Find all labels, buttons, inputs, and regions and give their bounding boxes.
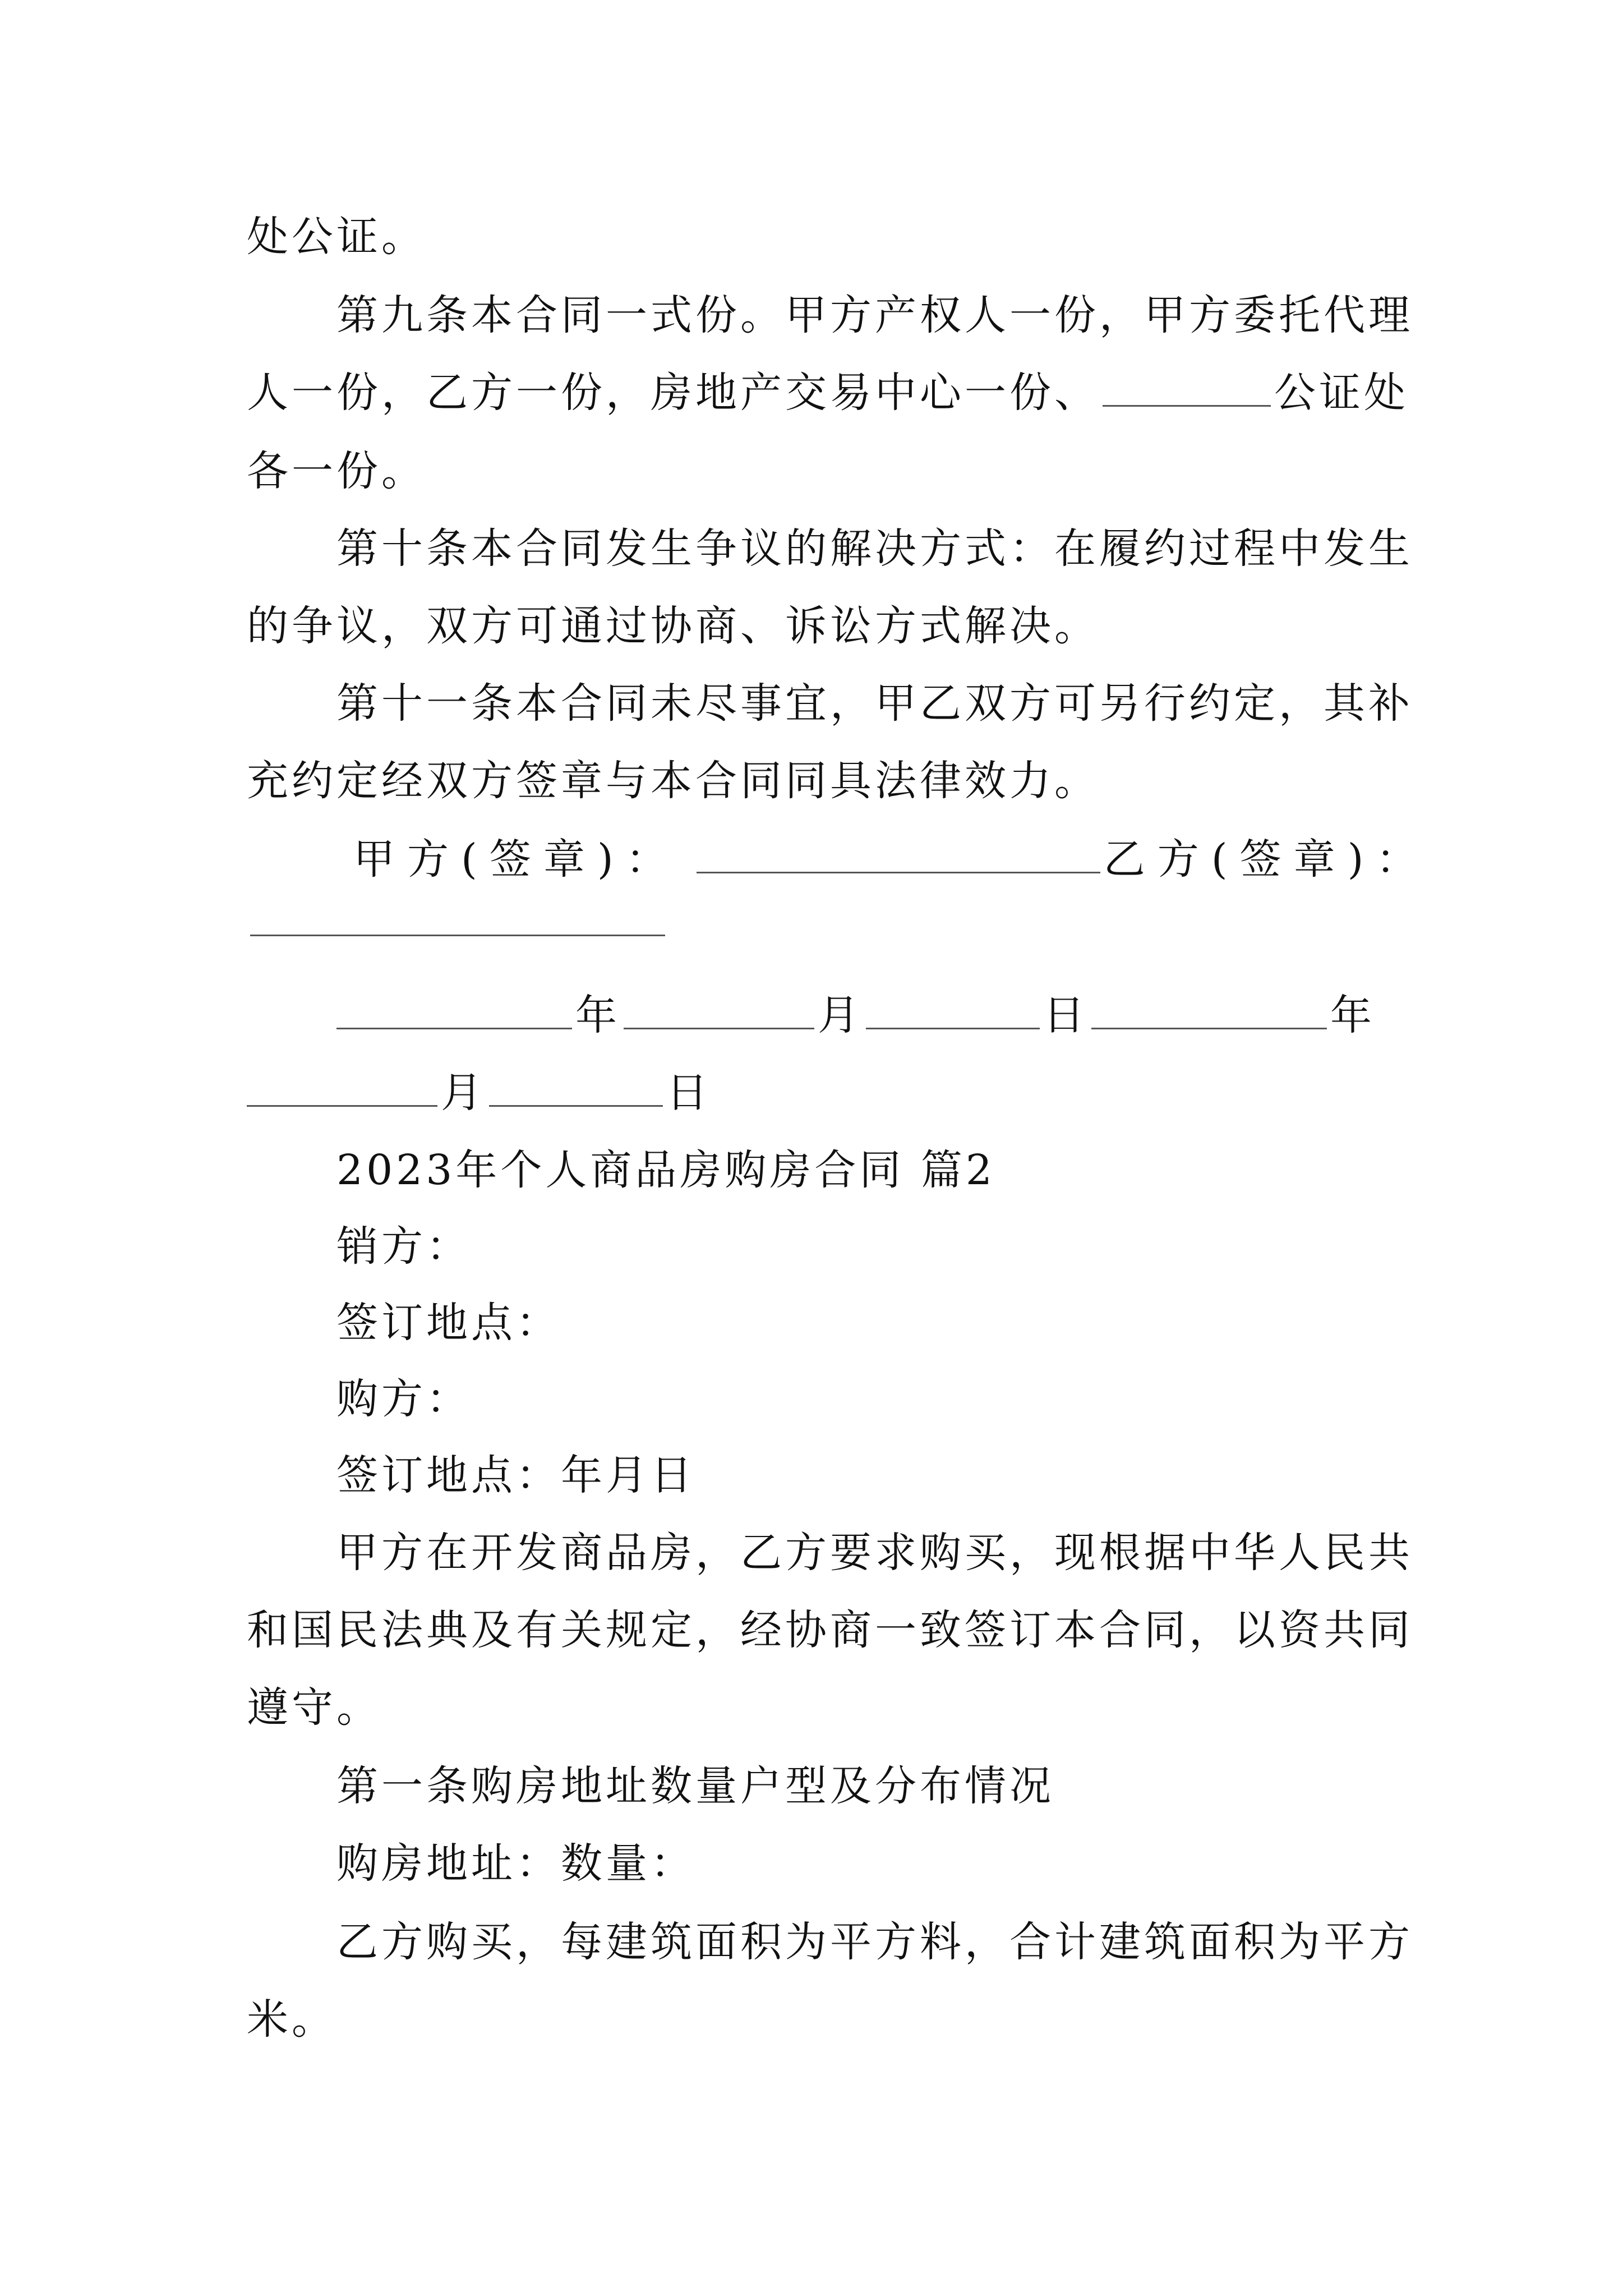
section-title: 2023年个人商品房购房合同 篇2 <box>336 1146 995 1194</box>
text-line: 的争议，双方可通过协商、诉讼方式解决。 <box>247 602 1099 650</box>
month-label: 月 <box>441 1069 486 1117</box>
year-field <box>1091 994 1327 1029</box>
buyer-label: 购方： <box>336 1375 471 1423</box>
text-line: 充约定经双方签章与本合同同具法律效力。 <box>247 757 1099 805</box>
area-paragraph: 乙方购买，每建筑面积为平方料，合计建筑面积为平方 <box>336 1918 1413 1966</box>
blank-field <box>1103 371 1271 407</box>
day-field <box>489 1071 663 1107</box>
party-a-signature-label: 甲方(签章)： <box>353 835 680 884</box>
signature-line <box>353 831 1497 887</box>
year-label: 年 <box>575 991 620 1039</box>
month-label: 月 <box>818 991 863 1039</box>
text-line: 米。 <box>247 1995 336 2044</box>
text-segment: 公证处 <box>1274 369 1409 417</box>
month-field <box>624 994 814 1029</box>
article-10: 第十条本合同发生争议的解决方式：在履约过程中发生 <box>336 524 1413 573</box>
article-1-heading: 第一条购房地址数量户型及分布情况 <box>336 1762 1054 1810</box>
day-label: 日 <box>1043 991 1088 1039</box>
party-b-signature-field <box>250 901 665 936</box>
party-a-signature-field <box>697 838 1100 873</box>
year-label: 年 <box>1330 991 1375 1039</box>
seller-label: 销方： <box>336 1222 471 1271</box>
address-quantity-label: 购房地址：数量： <box>336 1839 695 1888</box>
text-line <box>247 365 1409 421</box>
signing-place-label: 签订地点： <box>336 1299 561 1347</box>
date-line-a <box>336 987 1481 1043</box>
article-11: 第十一条本合同未尽事宜，甲乙双方可另行约定，其补 <box>336 679 1413 728</box>
year-field <box>336 994 572 1029</box>
text-segment: 人一份，乙方一份，房地产交易中心一份、 <box>247 369 1099 417</box>
text-line: 和国民法典及有关规定，经协商一致签订本合同，以资共同 <box>247 1606 1413 1654</box>
text-line: 处公证。 <box>247 213 426 261</box>
date-line-b <box>247 1065 1391 1121</box>
article-9: 第九条本合同一式份。甲方产权人一份，甲方委托代理 <box>336 291 1413 339</box>
signing-place-date-label: 签订地点：年月日 <box>336 1451 695 1499</box>
month-field <box>247 1071 437 1107</box>
intro-paragraph: 甲方在开发商品房，乙方要求购买，现根据中华人民共 <box>336 1529 1413 1577</box>
party-b-signature-label: 乙方(签章)： <box>1103 835 1430 884</box>
text-line: 遵守。 <box>247 1683 381 1732</box>
day-label: 日 <box>666 1069 711 1117</box>
text-line: 各一份。 <box>247 447 426 495</box>
day-field <box>866 994 1040 1029</box>
